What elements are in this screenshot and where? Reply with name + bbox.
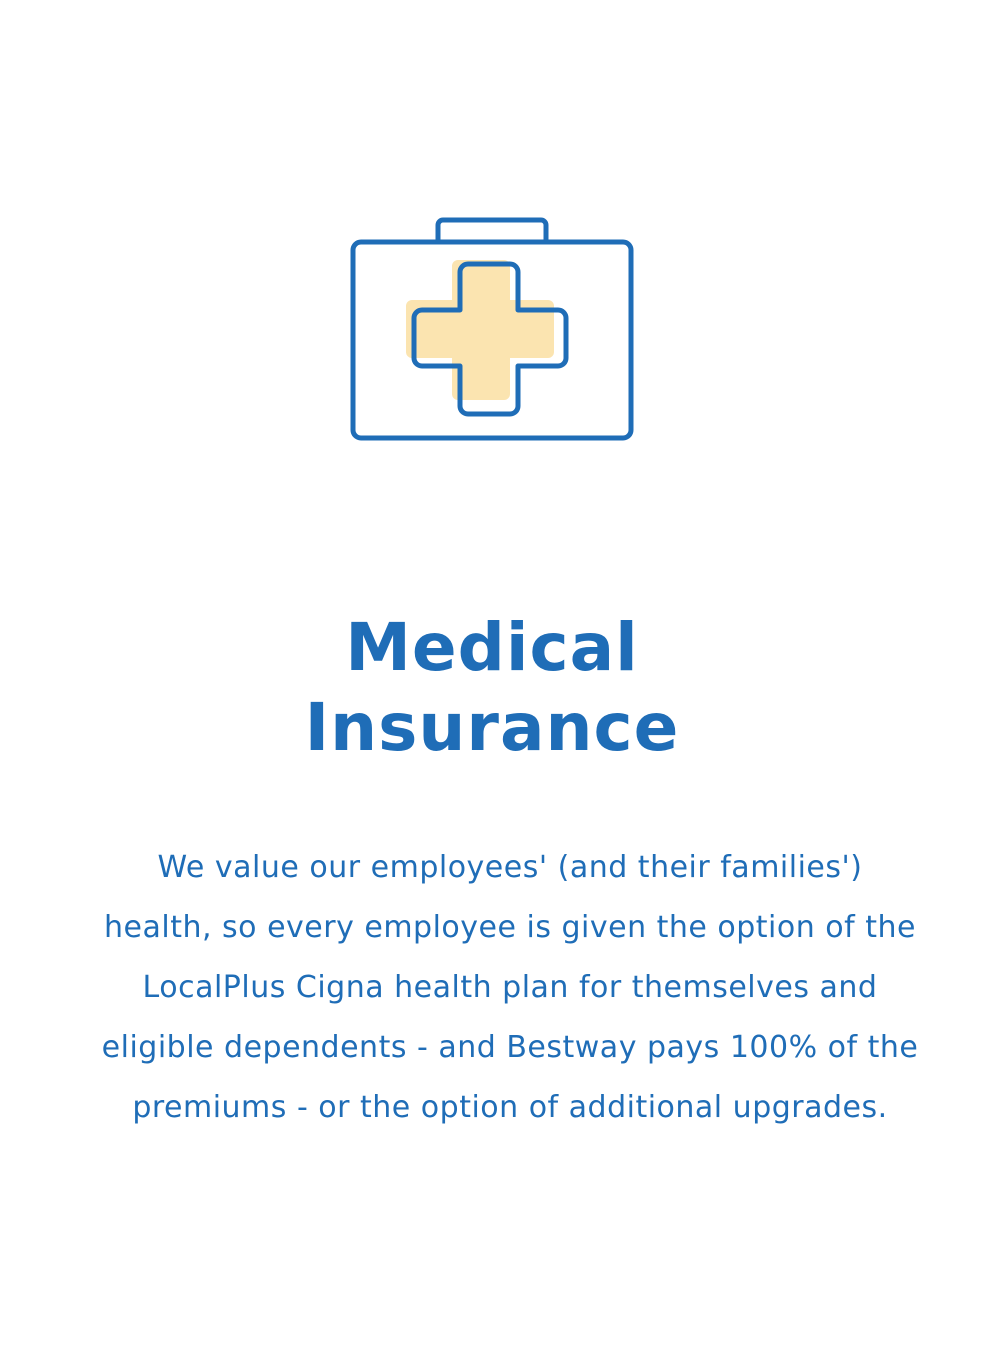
benefit-title [0,608,984,768]
medical-kit-icon [346,214,638,446]
benefit-description: We value our employees' (and their families') health, so every employee is given the option of the LocalPlus Cigna health plan for themselves and eligible dependents - and Bestway pays 100% of the premiums - or the option of additional upgrades. [101,850,919,1125]
benefit-title-line1: Medical [345,609,639,686]
benefit-title-line2: Insurance [304,689,680,766]
